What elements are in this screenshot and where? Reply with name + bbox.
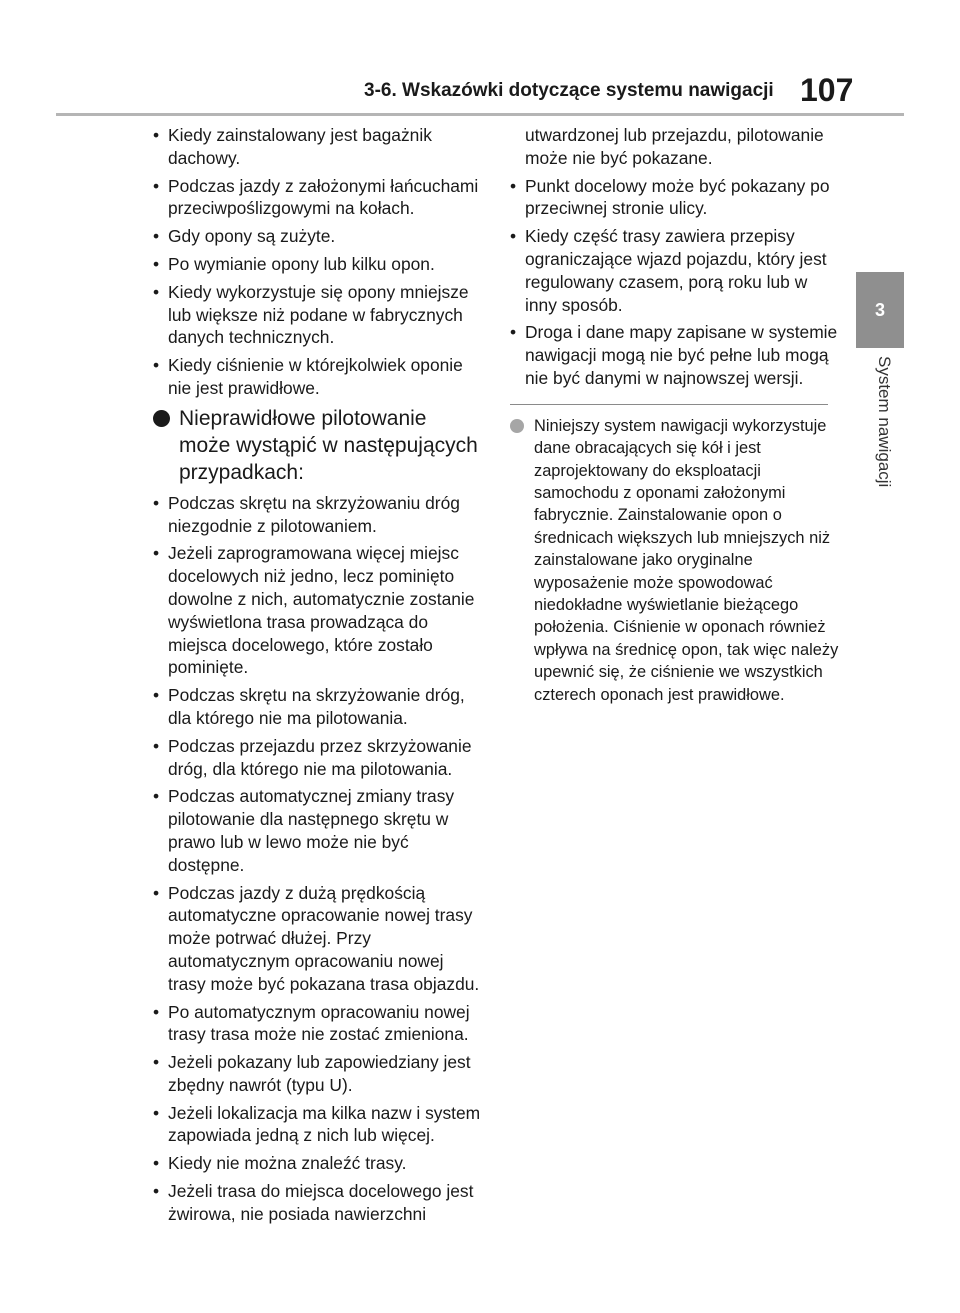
note-divider [510, 404, 828, 405]
list-item: • Jeżeli pokazany lub zapowiedziany jest zbędny nawrót (typu U). [153, 1051, 483, 1097]
list-item: • Podczas automatycznej zmiany trasy pilotowanie dla następnego skrętu w prawo lub w lewo może nie być dostępne. [153, 785, 483, 876]
list-item: • Kiedy ciśnienie w którejkolwiek oponie nie jest prawidłowe. [153, 354, 483, 400]
chapter-label: System nawigacji [875, 356, 894, 488]
list-item: • Po wymianie opony lub kilku opon. [153, 253, 483, 276]
list-item: • Punkt docelowy może być pokazany po przeciwnej stronie ulicy. [510, 175, 840, 221]
list-item: • Podczas skrętu na skrzyżowanie dróg, dla którego nie ma pilotowania. [153, 684, 483, 730]
chapter-tab[interactable] [856, 272, 904, 348]
bullet-list [510, 175, 840, 390]
list-item: • Jeżeli zaprogramowana więcej miejsc docelowych niż jedno, lecz pominięto dowolne z nich, automatycznie zostanie wyświetlona trasa prowadząca do miejsca docelowego, które zostało pominięte. [153, 542, 483, 679]
note-text: Niniejszy system nawigacji wykorzystuje dane obracających się kół i jest zaprojektowany do eksploatacji samochodu z oponami założonymi fabrycznie. Zainstalowanie opon o średnicach większych lub mniejszych niż zainstalowane jako oryginalne wyposażenie może spowodować niedokładne wyświetlanie bieżącego położenia. Ciśnienie w oponach również wpływa na średnicę opon, tak więc należy upewnić się, że ciśnienie we wszystkich czterech oponach jest prawidłowe. [534, 416, 839, 704]
subheading-text: Nieprawidłowe pilotowanie może wystąpić w następujących przypadkach: [179, 406, 478, 484]
list-item: • Kiedy część trasy zawiera przepisy ograniczające wjazd pojazdu, który jest regulowany czasem, porą roku lub w inny sposób. [510, 225, 840, 316]
header-divider [56, 113, 904, 116]
subheading [153, 405, 483, 486]
list-item: • Podczas skrętu na skrzyżowaniu dróg niezgodnie z pilotowaniem. [153, 492, 483, 538]
list-item: • Podczas przejazdu przez skrzyżowanie dróg, dla którego nie ma pilotowania. [153, 735, 483, 781]
list-item: • Podczas jazdy z dużą prędkością automatyczne opracowanie nowej trasy może potrwać dłużej. Przy automatycznym opracowaniu nowej trasy może być pokazana trasa objazdu. [153, 882, 483, 996]
bullet-list [153, 124, 483, 400]
list-item: • Droga i dane mapy zapisane w systemie nawigacji mogą nie być pełne lub mogą nie być danymi w najnowszej wersji. [510, 321, 840, 389]
list-item: • Kiedy wykorzystuje się opony mniejsze lub większe niż podane w fabrycznych danych technicznych. [153, 281, 483, 349]
bullet-list [153, 492, 483, 1226]
left-column [153, 124, 483, 1231]
page-number: 107 [800, 72, 854, 108]
list-item: • Podczas jazdy z założonymi łańcuchami przeciwpoślizgowymi na kołach. [153, 175, 483, 221]
bullet-dot-icon [153, 410, 170, 427]
right-column [510, 124, 840, 706]
note-dot-icon [510, 419, 524, 433]
list-item: • Gdy opony są zużyte. [153, 225, 483, 248]
chapter-number: 3 [874, 299, 885, 320]
list-item: • Kiedy zainstalowany jest bagażnik dachowy. [153, 124, 483, 170]
list-item: • Po automatycznym opracowaniu nowej trasy trasa może nie zostać zmieniona. [153, 1001, 483, 1047]
note [510, 415, 840, 706]
continued-text: utwardzonej lub przejazdu, pilotowanie może nie być pokazane. [525, 125, 824, 168]
section-title: 3-6. Wskazówki dotyczące systemu nawigacji [364, 80, 774, 101]
list-item: • Jeżeli trasa do miejsca docelowego jest żwirowa, nie posiada nawierzchni [153, 1180, 483, 1226]
list-item: • Kiedy nie można znaleźć trasy. [153, 1152, 483, 1175]
list-item: • Jeżeli lokalizacja ma kilka nazw i system zapowiada jedną z nich lub więcej. [153, 1102, 483, 1148]
